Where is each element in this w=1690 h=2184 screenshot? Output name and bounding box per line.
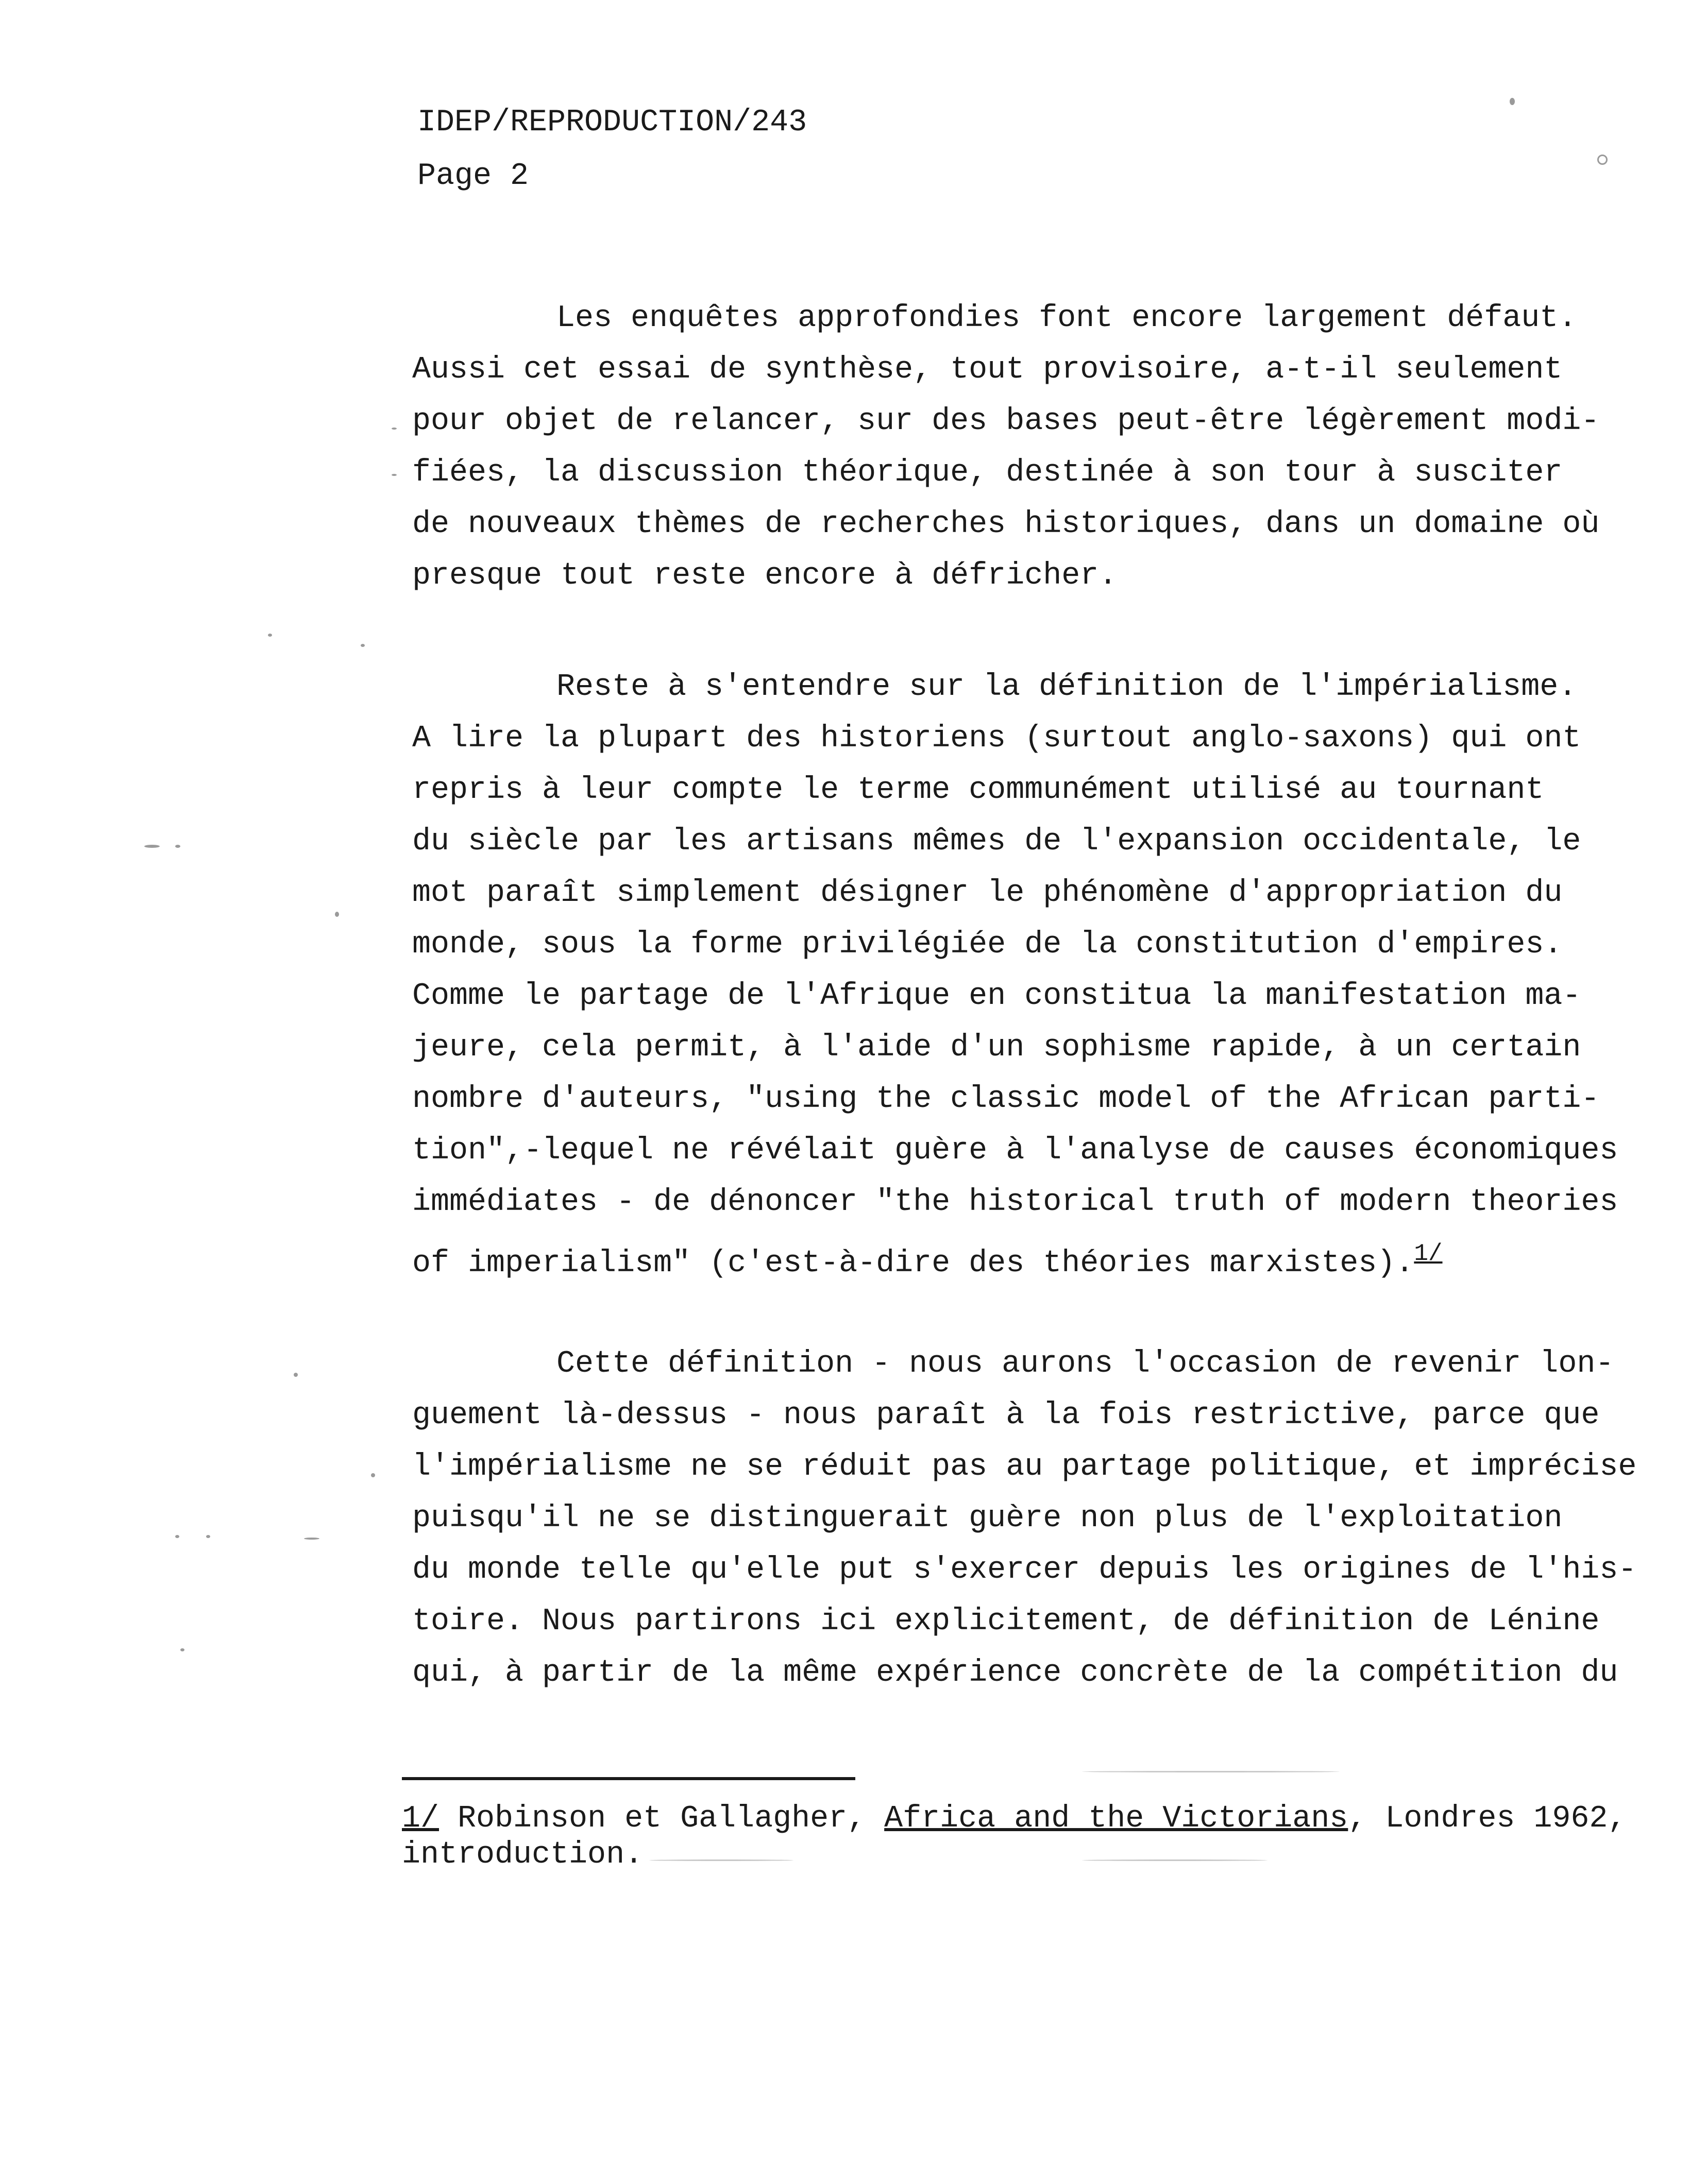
paragraph-2 — [412, 661, 1618, 1281]
scan-speck — [1082, 1771, 1340, 1772]
text-line: fiées, la discussion théorique, destinée à son tour à susciter — [412, 455, 1563, 490]
scan-speck — [268, 634, 272, 637]
text-line: mot paraît simplement désigner le phénomène d'appropriation du — [412, 876, 1563, 911]
text-line: Les enquêtes approfondies font encore largement défaut. — [556, 301, 1577, 336]
document-reference: IDEP/REPRODUCTION/243 — [417, 105, 807, 140]
scan-speck — [294, 1373, 298, 1377]
text-line: pour objet de relancer, sur des bases peut-être légèrement modi- — [412, 404, 1600, 439]
footnote-text: , Londres 1962, — [1348, 1801, 1627, 1836]
scan-speck — [206, 1535, 210, 1538]
footnote-marker: 1/ — [402, 1801, 440, 1836]
text-line: Cette définition - nous aurons l'occasion de revenir lon- — [556, 1346, 1614, 1381]
paragraph-1 — [412, 293, 1600, 602]
scan-speck — [304, 1538, 319, 1540]
text-line: Comme le partage de l'Afrique en constitua la manifestation ma- — [412, 979, 1581, 1014]
text-line-with-footnote — [412, 1228, 1597, 1279]
text-line: qui, à partir de la même expérience concrète de la compétition du — [412, 1656, 1618, 1691]
footnote-divider — [402, 1777, 855, 1780]
scan-speck — [1510, 98, 1515, 105]
text-line: repris à leur compte le terme communément utilisé au tournant — [412, 773, 1544, 808]
scan-speck — [392, 428, 397, 430]
text-line: nombre d'auteurs, "using the classic model of the African parti- — [412, 1082, 1600, 1117]
scan-speck — [335, 912, 339, 917]
text-line: toire. Nous partirons ici explicitement, de définition de Lénine — [412, 1604, 1600, 1639]
text-line: Aussi cet essai de synthèse, tout provisoire, a-t-il seulement — [412, 352, 1563, 387]
text-line: puisqu'il ne se distinguerait guère non plus de l'exploitation — [412, 1501, 1563, 1536]
text-line: immédiates - de dénoncer "the historical truth of modern theories — [412, 1185, 1618, 1220]
text-line: of imperialism" (c'est-à-dire des théories marxistes). — [412, 1246, 1414, 1281]
text-line: de nouveaux thèmes de recherches historiques, dans un domaine où — [412, 507, 1600, 542]
footnote-text: Robinson et Gallagher, — [439, 1801, 885, 1836]
text-line: du siècle par les artisans mêmes de l'expansion occidentale, le — [412, 824, 1581, 859]
footnote-line-2: introduction. — [402, 1837, 644, 1872]
scan-speck — [649, 1859, 793, 1861]
page-number: Page 2 — [417, 159, 529, 194]
text-line: Reste à s'entendre sur la définition de l'impérialisme. — [556, 670, 1577, 705]
paragraph-3 — [412, 1338, 1637, 1699]
scan-speck — [1082, 1859, 1268, 1861]
text-line: monde, sous la forme privilégiée de la constitution d'empires. — [412, 927, 1563, 962]
footnote-book-title: Africa and the Victorians — [884, 1801, 1348, 1836]
text-line: tion",-lequel ne révélait guère à l'analyse de causes économiques — [412, 1133, 1618, 1168]
scan-speck — [371, 1473, 375, 1477]
scan-speck — [392, 474, 397, 476]
scan-speck — [1597, 155, 1608, 165]
footnote-line-1 — [402, 1801, 1628, 1837]
text-line: jeure, cela permit, à l'aide d'un sophisme rapide, à un certain — [412, 1030, 1581, 1065]
text-line: presque tout reste encore à défricher. — [412, 558, 1118, 593]
text-line: l'impérialisme ne se réduit pas au partage politique, et imprécise — [412, 1449, 1637, 1485]
scan-speck — [175, 1535, 179, 1538]
text-line: A lire la plupart des historiens (surtout anglo-saxons) qui ont — [412, 721, 1581, 756]
scan-speck — [361, 644, 365, 647]
footnote — [402, 1801, 1628, 1873]
footnote-reference[interactable]: 1/ — [1414, 1240, 1443, 1267]
scan-speck — [180, 1648, 184, 1651]
scan-speck — [175, 845, 180, 848]
text-line: du monde telle qu'elle put s'exercer depuis les origines de l'his- — [412, 1552, 1637, 1588]
scan-speck — [144, 845, 160, 848]
text-line: guement là-dessus - nous paraît à la fois restrictive, parce que — [412, 1398, 1600, 1433]
